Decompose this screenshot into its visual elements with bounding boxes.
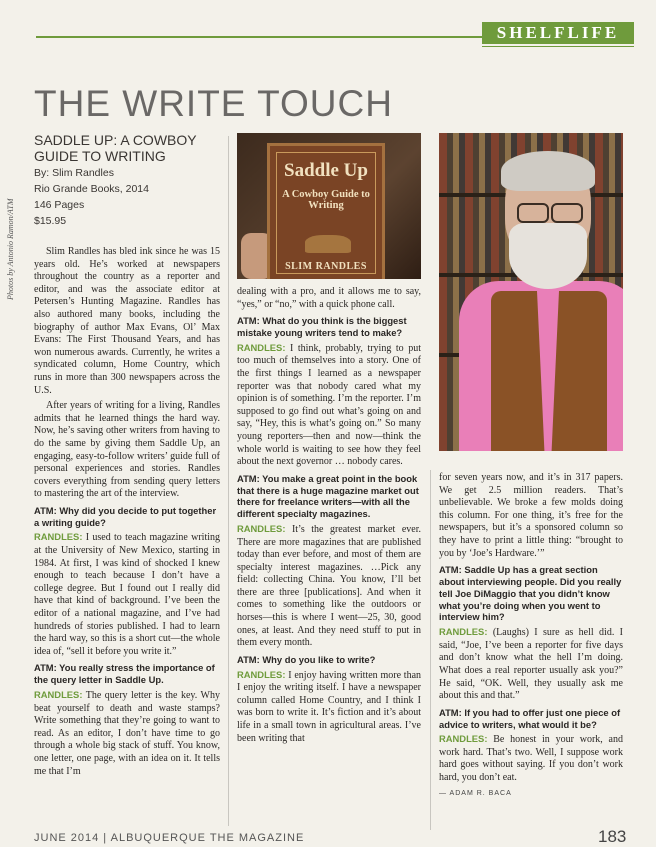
answer: RANDLES: Be honest in your work, and work hard. That’s two. Well, I suppose work hard goes without saying. If you don’t work hard, you don’t eat. (439, 733, 623, 784)
section-badge-underline (482, 46, 634, 47)
author-figure (469, 153, 623, 451)
book-price: $15.95 (34, 215, 67, 227)
book-author: By: Slim Randles (34, 167, 114, 179)
book-title: SADDLE UP: A COWBOY GUIDE TO WRITING (34, 132, 197, 164)
column-2 (237, 286, 421, 748)
book-publisher: Rio Grande Books, 2014 (34, 183, 149, 195)
answer: RANDLES: I enjoy having written more than I enjoy the writing itself. I have a newspaper column called Home Country, and I think I was born to write it. It’s fiction and it’s about life in a small town in agricultural areas. I’ve been writing that (237, 668, 422, 744)
question: ATM: What do you think is the biggest mistake young writers tend to make? (237, 315, 407, 338)
beard-shape (509, 223, 587, 289)
column-divider (228, 136, 229, 826)
answer: RANDLES: I think, probably, trying to put too much of themselves into a story. One of the first things I learned as a newspaper reporter was that nobody cared what my opinion is of something. I’m the reporter. I’m supposed to go find out what’s going on and say, “Hey, this is what’s going on.” So many young reporters—then and now—think the whole world is waiting to see how they feel about the next governor … nobody cares. (237, 341, 422, 468)
question: ATM: You really stress the importance of the query letter in Saddle Up. (34, 662, 215, 686)
book-pages: 146 Pages (34, 199, 85, 211)
cover-subtitle: A Cowboy Guide to Writing (282, 189, 370, 211)
book-cover (267, 143, 385, 279)
article-title: THE WRITE TOUCH (34, 83, 393, 124)
page-number: 183 (598, 827, 627, 846)
glasses-icon (517, 203, 549, 223)
book-photo (237, 133, 421, 279)
question: ATM: If you had to offer just one piece of advice to writers, what would it be? (439, 706, 621, 730)
answer: RANDLES: I used to teach magazine writing at the University of New Mexico, starting in 1984. At first, I was kind of shocked I knew enough to teach because I don’t have a college degree. But I found out I really did have that kind of background. I’ve been the editor of a national magazine, and I’ve had hundreds of stories published. I had to learn the hard way, so this is a short cut—the whole idea of, “sell it before you write it.” (34, 531, 221, 657)
header-rule (36, 36, 482, 38)
answer: RANDLES: It’s the greatest market ever. There are more magazines that are published today than ever before, and most of them are specialty interest magazines. …Pick any field: collecting China. You know, I’ll bet there are three [publications]. And when it comes to something like the outdoors or horses—this is where I went—25, 30, good ones, at least. And they need stuff to put in them every month. (237, 522, 421, 649)
section-badge: SHELFLIFE (482, 22, 634, 44)
cover-author: SLIM RANDLES (285, 261, 367, 272)
author-portrait (439, 133, 623, 451)
column-3 (439, 472, 623, 803)
column-1 (34, 246, 220, 781)
body-paragraph: for seven years now, and it’s in 317 papers. We get 2.5 million readers. That’s unbelievable. We broke a few molds doing this column. For one thing, it’s free for the newspapers, but it’s a sponsored column so they have to print a little thing: “brought to you by ‘Joe’s Hardware.’” (439, 472, 623, 559)
cowboy-hat-icon (305, 235, 351, 253)
body-paragraph: dealing with a pro, and it allows me to say, “yes,” or “no,” with a quick phone call. (237, 286, 421, 310)
question: ATM: Why did you decide to put together a writing guide? (34, 504, 217, 528)
question: ATM: Why do you like to write? (237, 653, 376, 665)
question: ATM: You make a great point in the book that there is a huge magazine market out there for freelance writers—with all the different specialty magazines. (237, 472, 419, 520)
body-paragraph: After years of writing for a living, Randles admits that he learned things the hard way. Now, he’s saving other writers from having to do the same by giving them Saddle Up, an engaging, easy-to-follow writers’ guide full of personal experiences and stories. Randles covers everything from sending query letters to mastering the art of the interview. (34, 400, 220, 500)
author-signoff: — ADAM R. BACA (439, 789, 512, 797)
footer-issue: JUNE 2014 | ALBUQUERQUE THE MAGAZINE (34, 832, 305, 844)
body-paragraph: Slim Randles has bled ink since he was 15 years old. He’s worked at newspapers throughout the country as a reporter and editor, and was the associate editor at Petersen’s Hunting Magazine. Randles has also authored many books, including the biography of author Max Evans, Ol’ Max Evans: The First Thousand Years, and has won numerous awards. Currently, he writes a syndicated column, Home Country, which runs in more than 300 newspapers across the U.S. (34, 246, 220, 396)
answer: RANDLES: (Laughs) I sure as hell did. I said, “Joe, I’ve been a reporter for five days and don’t know what the hell I’m doing. What does a real reporter usually ask you?” He said, “OK. Well, they usually ask me about this and that.” (439, 626, 624, 702)
column-divider (430, 470, 431, 830)
cover-title: Saddle Up (284, 160, 368, 181)
question: ATM: Saddle Up has a great section about interviewing people. Did you really tell Joe DiMaggio that you didn’t know what you’re doing when you went to interview him? (439, 564, 622, 623)
photo-credit: Photos by Antonio Ramon/ATM (6, 198, 15, 300)
book-info (34, 132, 224, 228)
answer: RANDLES: The query letter is the key. Why beat yourself to death and waste stamps? Write something that they’re going to want to read. As an editor, I don’t have time to go through a whole big stack of stuff. You know, one letter, one page, with an idea on it. It tells me that I’m (34, 689, 220, 777)
